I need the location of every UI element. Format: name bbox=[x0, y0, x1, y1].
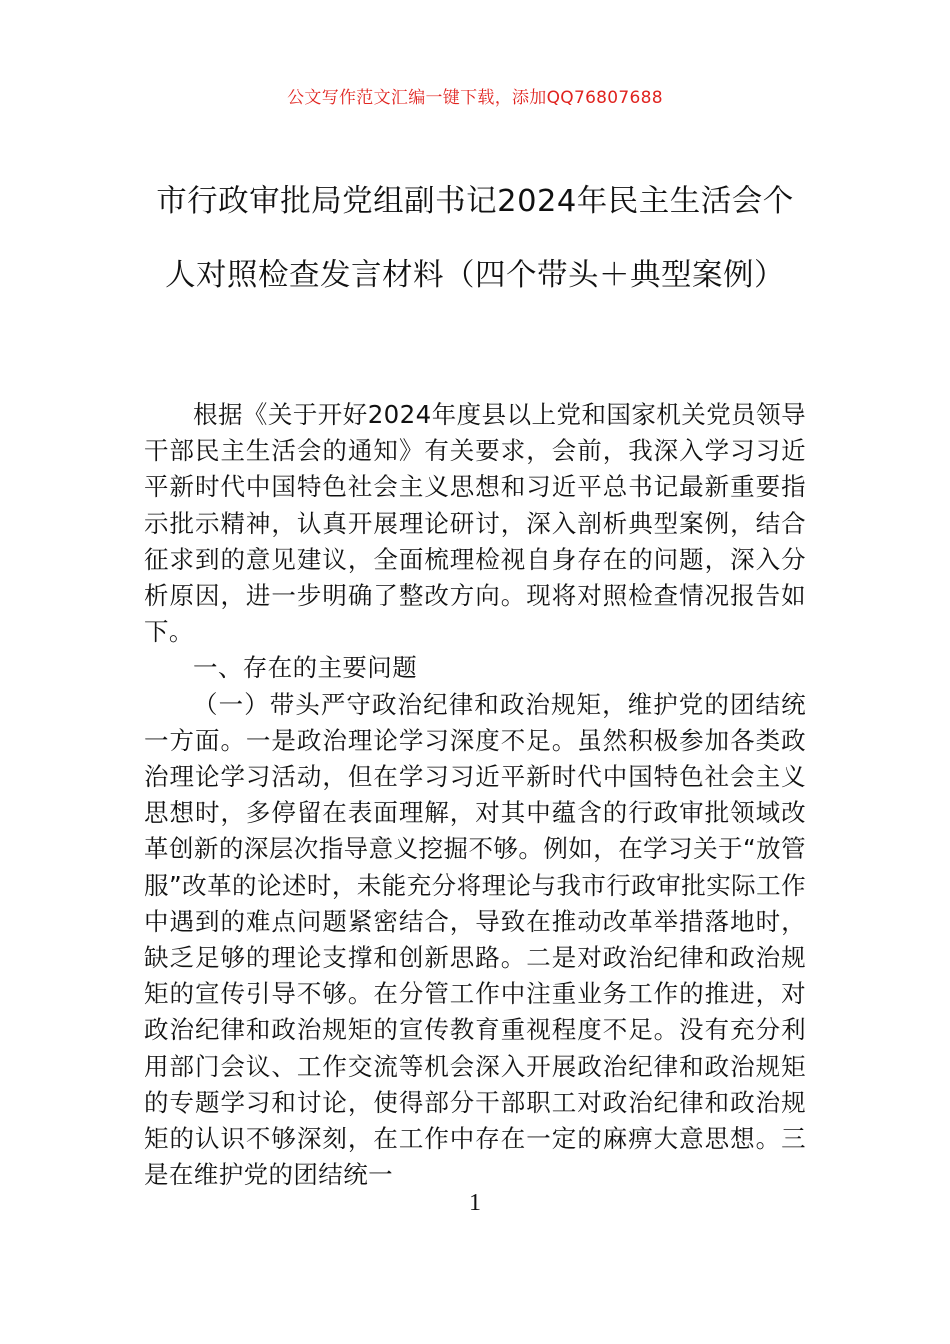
intro-paragraph: 根据《关于开好2024年度县以上党和国家机关党员领导干部民主生活会的通知》有关要求，会前，我深入学习习近平新时代中国特色社会主义思想和习近平总书记最新重要指示批示精神，认真开展理论研讨，深入剖析典型案例，结合征求到的意见建议，全面梳理检视自身存在的问题，深入分析原因，进一步明确了整改方向。现将对照检查情况报告如下。 bbox=[144, 400, 806, 647]
body-paragraph: （一）带头严守政治纪律和政治规矩，维护党的团结统一方面。一是政治理论学习深度不足。虽然积极参加各类政治理论学习活动，但在学习习近平新时代中国特色社会主义思想时，多停留在表面理解，对其中蕴含的行政审批领域改革创新的深层次指导意义挖掘不够。例如，在学习关于“放管服”改革的论述时，未能充分将理论与我市行政审批实际工作中遇到的难点问题紧密结合，导致在推动改革举措落地时，缺乏足够的理论支撑和创新思路。二是对政治纪律和政治规矩的宣传引导不够。在分管工作中注重业务工作的推进，对政治纪律和政治规矩的宣传教育重视程度不足。没有充分利用部门会议、工作交流等机会深入开展政治纪律和政治规矩的专题学习和讨论，使得部分干部职工对政治纪律和政治规矩的认识不够深刻，在工作中存在一定的麻痹大意思想。三是在维护党的团结统一 bbox=[144, 689, 806, 1190]
document-title: 市行政审批局党组副书记2024年民主生活会个人对照检查发言材料（四个带头＋典型案例） bbox=[156, 184, 794, 293]
document-body bbox=[144, 397, 806, 1193]
page-number: 1 bbox=[469, 1190, 481, 1216]
download-note: 公文写作范文汇编一键下载，添加QQ76807688 bbox=[287, 88, 663, 108]
section-heading: 一、存在的主要问题 bbox=[193, 653, 418, 683]
